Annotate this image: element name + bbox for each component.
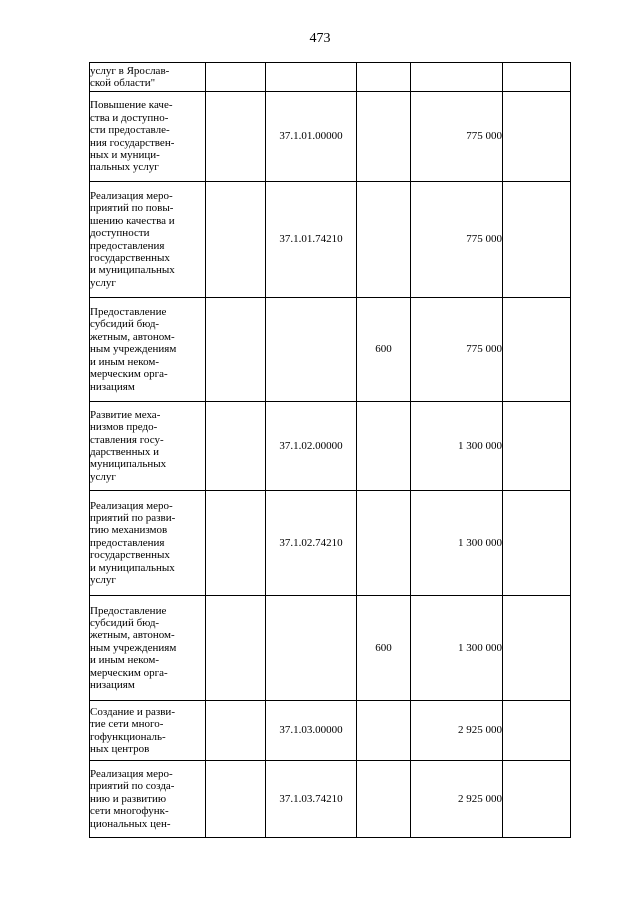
row-name-line: ным учреждениям: [90, 641, 177, 654]
row-name-line: пальных услуг: [90, 161, 159, 174]
row-name-line: Развитие меха-: [90, 408, 161, 421]
row-name-cell: [90, 596, 206, 701]
row-sum-cell: 1 300 000: [411, 596, 503, 701]
row-name-line: ных и муници-: [90, 148, 160, 161]
row-name-cell: [90, 92, 206, 182]
row-blank-cell: [206, 92, 266, 182]
table-row: [90, 596, 571, 701]
row-blank-cell: [206, 491, 266, 596]
row-name-line: низмов предо-: [90, 421, 158, 434]
row-name-line: жетным, автоном-: [90, 629, 175, 642]
row-name-line: муниципальных: [90, 458, 167, 471]
row-blank-cell: [503, 596, 571, 701]
row-blank-cell: [206, 63, 266, 92]
row-code-cell: [266, 298, 357, 402]
row-name-cell: [90, 63, 206, 92]
row-sum-cell: 775 000: [411, 92, 503, 182]
row-name-line: и иным неком-: [90, 355, 159, 368]
row-name-line: услуг: [90, 470, 116, 483]
row-code-cell: 37.1.01.74210: [266, 182, 357, 298]
row-name-line: ных центров: [90, 742, 150, 755]
row-type-cell: [357, 761, 411, 838]
table-row: [90, 761, 571, 838]
table-row: [90, 491, 571, 596]
row-name-line: предоставления: [90, 536, 165, 549]
row-name-line: и муниципальных: [90, 561, 175, 574]
row-name-line: ным учреждениям: [90, 343, 177, 356]
row-type-cell: [357, 63, 411, 92]
row-name-line: ства и доступно-: [90, 111, 169, 124]
row-name-line: нию и развитию: [90, 792, 167, 805]
row-name-line: циональных цен-: [90, 817, 171, 830]
row-name-line: услуг: [90, 276, 116, 289]
row-name-line: низациям: [90, 679, 135, 692]
row-name-line: шению качества и: [90, 214, 175, 227]
row-name-line: Создание и разви-: [90, 705, 175, 718]
row-name-line: Реализация меро-: [90, 189, 173, 202]
row-code-cell: [266, 63, 357, 92]
row-blank-cell: [503, 182, 571, 298]
table-row: [90, 92, 571, 182]
row-type-cell: 600: [357, 298, 411, 402]
row-name-cell: [90, 298, 206, 402]
row-name-line: предоставления: [90, 239, 165, 252]
page-number: 473: [309, 31, 331, 46]
row-name-line: Реализация меро-: [90, 767, 173, 780]
row-blank-cell: [503, 63, 571, 92]
row-type-cell: 600: [357, 596, 411, 701]
row-blank-cell: [206, 298, 266, 402]
row-name-line: доступности: [90, 227, 150, 240]
table-row: [90, 701, 571, 761]
table-row: [90, 298, 571, 402]
row-name-cell: [90, 182, 206, 298]
row-blank-cell: [206, 182, 266, 298]
row-name-line: Предоставление: [90, 604, 167, 617]
row-name-line: приятий по разви-: [90, 511, 176, 524]
row-name-cell: [90, 701, 206, 761]
row-type-cell: [357, 182, 411, 298]
row-name-line: гофункциональ-: [90, 730, 166, 743]
row-name-line: ставления госу-: [90, 433, 164, 446]
row-name-line: услуг в Ярослав-: [90, 64, 170, 77]
row-type-cell: [357, 701, 411, 761]
table-row: [90, 182, 571, 298]
row-code-cell: 37.1.03.74210: [266, 761, 357, 838]
table-row: [90, 63, 571, 92]
row-name-cell: [90, 491, 206, 596]
row-name-line: мерческим орга-: [90, 368, 168, 381]
budget-table: [89, 62, 571, 838]
row-name-line: Реализация меро-: [90, 499, 173, 512]
row-name-line: приятий по повы-: [90, 202, 174, 215]
row-name-line: тию механизмов: [90, 524, 168, 537]
row-blank-cell: [503, 491, 571, 596]
row-blank-cell: [503, 298, 571, 402]
row-code-cell: 37.1.02.74210: [266, 491, 357, 596]
row-sum-cell: 2 925 000: [411, 761, 503, 838]
row-type-cell: [357, 402, 411, 491]
row-code-cell: 37.1.01.00000: [266, 92, 357, 182]
row-name-line: ния государствен-: [90, 136, 175, 149]
row-type-cell: [357, 491, 411, 596]
row-name-line: приятий по созда-: [90, 780, 175, 793]
row-blank-cell: [206, 596, 266, 701]
row-name-cell: [90, 402, 206, 491]
row-sum-cell: [411, 63, 503, 92]
row-code-cell: [266, 596, 357, 701]
row-sum-cell: 775 000: [411, 298, 503, 402]
row-sum-cell: 1 300 000: [411, 402, 503, 491]
row-name-cell: [90, 761, 206, 838]
row-name-line: мерческим орга-: [90, 666, 168, 679]
row-name-line: государственных: [90, 251, 170, 264]
row-name-line: сти предоставле-: [90, 124, 170, 137]
row-name-line: ской области": [90, 77, 156, 89]
row-name-line: тие сети много-: [90, 718, 164, 731]
row-blank-cell: [503, 701, 571, 761]
row-blank-cell: [503, 92, 571, 182]
row-code-cell: 37.1.02.00000: [266, 402, 357, 491]
row-blank-cell: [206, 761, 266, 838]
row-blank-cell: [206, 701, 266, 761]
table-body: [90, 63, 571, 838]
row-blank-cell: [206, 402, 266, 491]
row-code-cell: 37.1.03.00000: [266, 701, 357, 761]
row-name-line: и муниципальных: [90, 264, 175, 277]
row-name-line: субсидий бюд-: [90, 616, 160, 629]
row-name-line: услуг: [90, 574, 116, 587]
row-name-line: Повышение каче-: [90, 99, 173, 112]
row-name-line: низациям: [90, 380, 135, 393]
row-blank-cell: [503, 402, 571, 491]
row-sum-cell: 2 925 000: [411, 701, 503, 761]
row-name-line: сети многофунк-: [90, 805, 169, 818]
row-blank-cell: [503, 761, 571, 838]
row-name-line: Предоставление: [90, 306, 167, 319]
row-name-line: жетным, автоном-: [90, 330, 175, 343]
row-name-line: и иным неком-: [90, 654, 159, 667]
row-name-line: субсидий бюд-: [90, 318, 160, 331]
row-sum-cell: 775 000: [411, 182, 503, 298]
row-name-line: государственных: [90, 549, 170, 562]
row-type-cell: [357, 92, 411, 182]
row-sum-cell: 1 300 000: [411, 491, 503, 596]
table-row: [90, 402, 571, 491]
row-name-line: дарственных и: [90, 446, 159, 458]
